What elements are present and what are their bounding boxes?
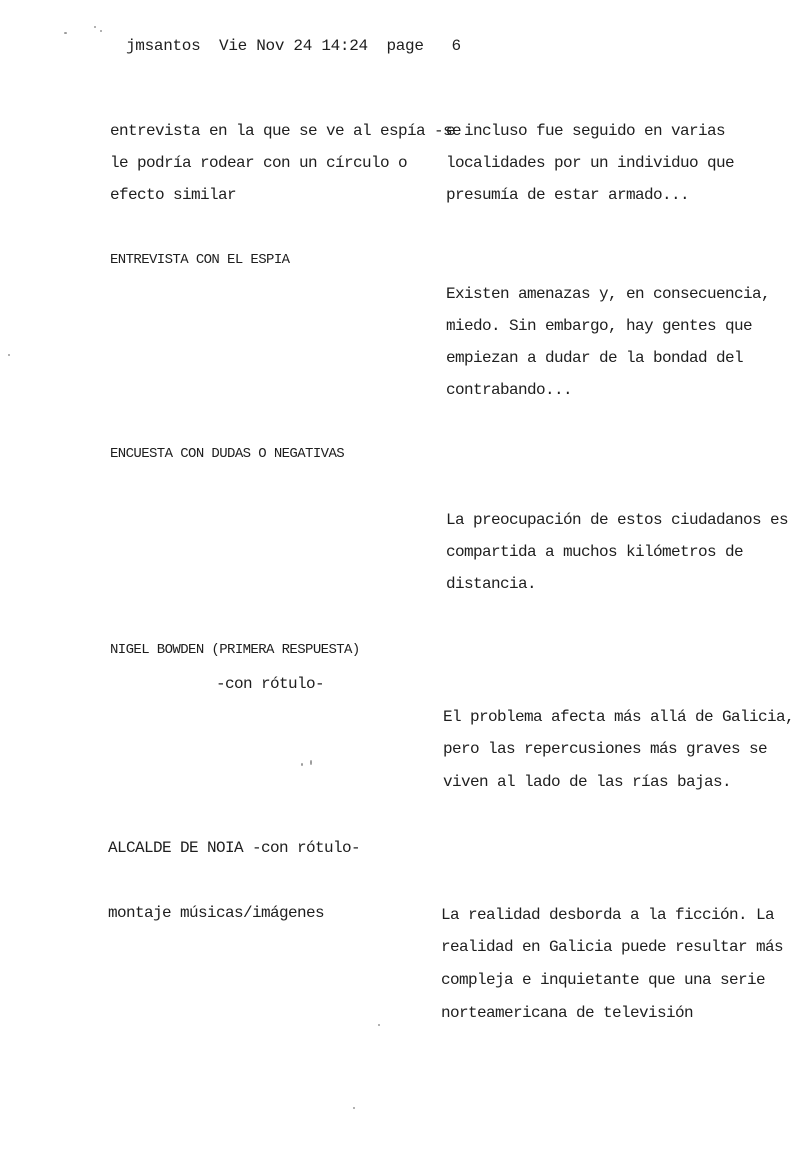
narration-line: realidad en Galicia puede resultar más xyxy=(441,938,784,956)
script-line: NIGEL BOWDEN (PRIMERA RESPUESTA) xyxy=(110,642,360,658)
narration-line: La preocupación de estos ciudadanos es xyxy=(446,511,789,529)
narration-line: contrabando... xyxy=(446,381,573,399)
scan-speck xyxy=(301,763,303,766)
scan-speck xyxy=(94,26,96,28)
script-line: ENTREVISTA CON EL ESPIA xyxy=(110,252,290,268)
narration-line: norteamericana de televisión xyxy=(441,1004,694,1022)
script-line: entrevista en la que se ve al espía -se xyxy=(110,122,462,140)
narration-line: compartida a muchos kilómetros de xyxy=(446,543,744,561)
narration-line: Existen amenazas y, en consecuencia, xyxy=(446,285,771,303)
scan-speck xyxy=(310,760,312,765)
narration-line: pero las repercusiones más graves se xyxy=(443,740,768,758)
script-line: ENCUESTA CON DUDAS O NEGATIVAS xyxy=(110,446,345,462)
narration-line: viven al lado de las rías bajas. xyxy=(443,773,732,791)
narration-line: miedo. Sin embargo, hay gentes que xyxy=(446,317,753,335)
script-line: montaje músicas/imágenes xyxy=(108,904,325,922)
scan-speck xyxy=(64,32,67,34)
scan-speck xyxy=(378,1024,380,1026)
script-line: ALCALDE DE NOIA -con rótulo- xyxy=(108,839,361,857)
scan-speck xyxy=(353,1107,355,1109)
script-line: -con rótulo- xyxy=(216,675,325,693)
script-line: efecto similar xyxy=(110,186,237,204)
narration-line: empiezan a dudar de la bondad del xyxy=(446,349,744,367)
narration-line: El problema afecta más allá de Galicia, xyxy=(443,708,795,726)
scan-speck xyxy=(8,354,10,356)
scan-speck xyxy=(100,30,102,32)
narration-line: compleja e inquietante que una serie xyxy=(441,971,766,989)
narration-line: e incluso fue seguido en varias xyxy=(446,122,726,140)
narration-line: localidades por un individuo que xyxy=(446,154,735,172)
narration-line: distancia. xyxy=(446,575,537,593)
narration-line: La realidad desborda a la ficción. La xyxy=(441,906,775,924)
narration-line: presumía de estar armado... xyxy=(446,186,690,204)
page-header: jmsantos Vie Nov 24 14:24 page 6 xyxy=(126,37,461,55)
script-line: le podría rodear con un círculo o xyxy=(110,154,408,172)
